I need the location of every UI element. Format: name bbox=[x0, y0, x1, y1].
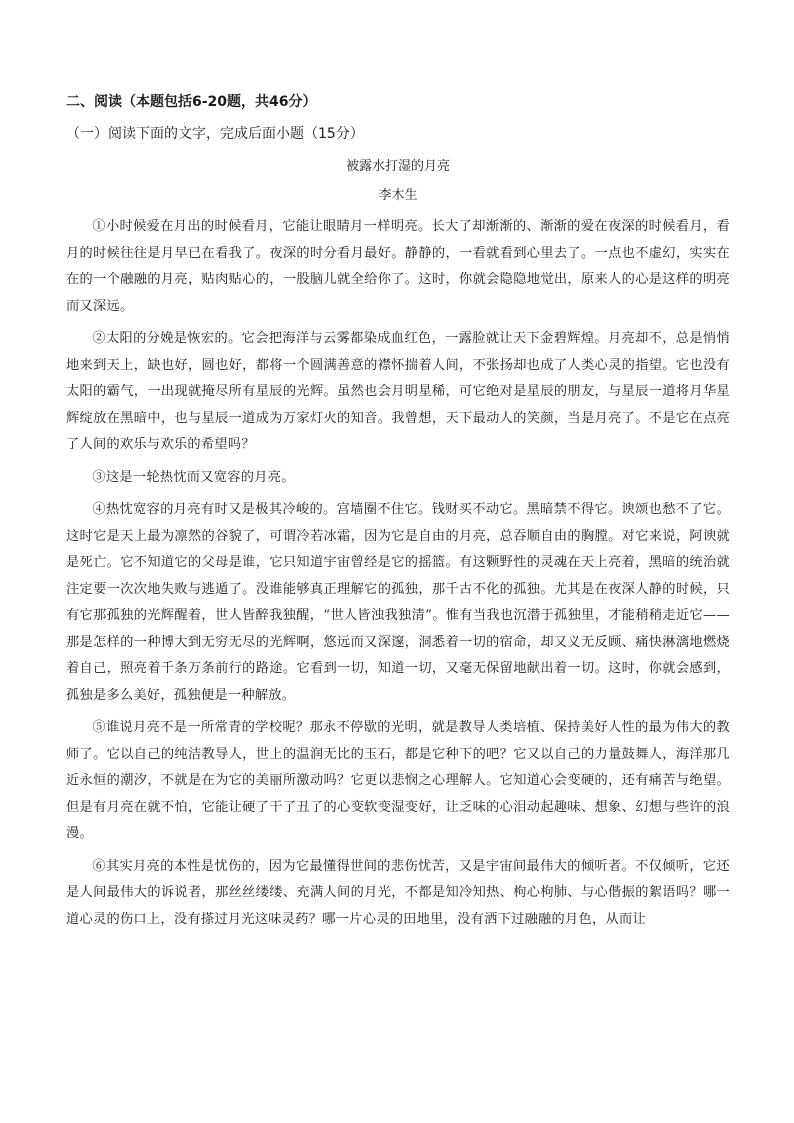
article-author: 李木生 bbox=[378, 188, 418, 203]
paragraph-2: ②太阳的分娩是恢宏的。它会把海洋与云雾都染成血红色，一露脸就让天下金碧辉煌。月亮却不，总是悄悄地来到天上，缺也好，圆也好，都将一个圆满善意的襟怀揣着人间，不张扬却也成了人类心灵的指望。它也没有太阳的霸气，一出现就掩尽所有星辰的光辉。虽然也会月明星稀，可它绝对是星辰的朋友，与星辰一道将月华星辉绽放在黑暗中，也与星辰一道成为万家灯火的知音。我曾想，天下最动人的笑颜，当是月亮了。不是它在点亮了人间的欢乐与欢乐的希望吗？ bbox=[66, 331, 730, 452]
paragraph-3: ③这是一轮热忱而又宽容的月亮。 bbox=[92, 469, 295, 485]
paragraph-1: ①小时候爱在月出的时候看月，它能让眼睛月一样明亮。长大了却渐渐的、渐渐的爱在夜深的时候看月，看月的时候往往是月早已在看我了。夜深的时分看月最好。静静的，一看就看到心里去了。一点也不虚幻，实实在在的一个融融的月亮，贴肉贴心的，一股脑儿就全给你了。这时，你就会隐隐地觉出，原来人的心是这样的明亮而又深远。 bbox=[66, 219, 730, 314]
paragraph-5: ⑤谁说月亮不是一所常青的学校呢？那永不停歇的光明，就是教导人类培植、保持美好人性的最为伟大的教师了。它以自己的纯洁教导人，世上的温润无比的玉石，都是它种下的吧？它又以自己的力量鼓舞人，海洋那几近永恒的潮汐，不就是在为它的美丽所激动吗？它更以悲悯之心理解人。它知道心会变硬的，还有痛苦与绝望。但是有月亮在就不怕，它能让硬了干了丑了的心变软变湿变好，让乏味的心泪动起趣味、想象、幻想与些许的浪漫。 bbox=[66, 720, 730, 841]
section-heading: 二、阅读（本题包括6-20题，共46分） bbox=[66, 94, 317, 110]
reading-instruction: （一）阅读下面的文字，完成后面小题（15分） bbox=[66, 126, 364, 142]
paragraph-6: ⑥其实月亮的本性是忧伤的，因为它最懂得世间的悲伤忧苦，又是宇宙间最伟大的倾听者。不仅倾听，它还是人间最伟大的诉说者，那丝丝缕缕、充满人间的月光，不都是知冷知热、枸心枸肺、与心偕振的絮语吗？哪一道心灵的伤口上，没有搽过月光这味灵药？哪一片心灵的田地里，没有洒下过融融的月色，从而让 bbox=[66, 858, 730, 927]
article-title: 被露水打湿的月亮 bbox=[345, 159, 450, 174]
exam-page bbox=[66, 92, 730, 939]
paragraph-4: ④热忱宽容的月亮有时又是极其冷峻的。宫墙圈不住它。钱财买不动它。黑暗禁不得它。谀颂也愁不了它。这时它是天上最为凛然的谷貌了，可谓冷若冰霜，因为它是自由的月亮，总吞顺自由的胸膛。对它来说，阿谀就是死亡。它不知道它的父母是谁，它只知道宇宙曾经是它的摇篮。有这颗野性的灵魂在天上亮着，黑暗的统治就注定要一次次地失败与逃遁了。没谁能够真正理解它的孤独，那千古不化的孤独。尤其是在夜深人静的时候，只有它那孤独的光辉醒着，世人皆醉我独醒，“世人皆浊我独清”。惟有当我也沉潜于孤独里，才能稍稍走近它——那是怎样的一种博大到无穷无尽的光辉啊，悠远而又深邃，洞悉着一切的宿命，却又义无反顾、痛快淋漓地燃烧着自己，照亮着千条万条前行的路途。它看到一切，知道一切，又毫无保留地献出着一切。这时，你就会感到，孤独是多么美好，孤独便是一种解放。 bbox=[66, 502, 730, 703]
